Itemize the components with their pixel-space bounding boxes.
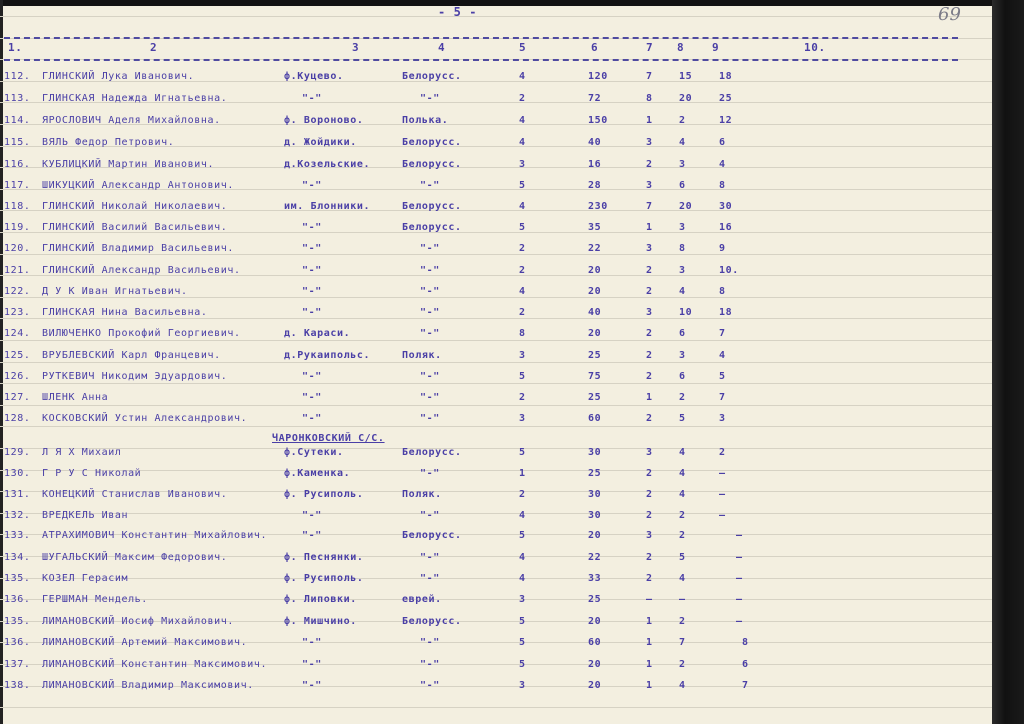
cell-c7: 1 — [646, 616, 653, 627]
cell-c5: 5 — [519, 447, 526, 458]
cell-c7: 3 — [646, 137, 653, 148]
cell-name: ШЛЕНК Анна — [42, 392, 109, 403]
cell-c9: 7 — [719, 328, 726, 339]
cell-nat: "-" — [420, 307, 440, 318]
cell-c5: 1 — [519, 468, 526, 479]
cell-num: 115. — [4, 137, 31, 148]
cell-c5: 2 — [519, 265, 526, 276]
cell-c7: 2 — [646, 286, 653, 297]
cell-c8: 15 — [679, 71, 693, 82]
cell-place: ф. Песнянки. — [284, 552, 364, 563]
cell-c5: 2 — [519, 392, 526, 403]
cell-num: 130. — [4, 468, 31, 479]
cell-nat: "-" — [420, 265, 440, 276]
ruling-line — [0, 426, 992, 427]
cell-c5: 5 — [519, 659, 526, 670]
cell-name: ЛИМАНОВСКИЙ Иосиф Михайлович. — [42, 616, 234, 627]
cell-name: ЛИМАНОВСКИЙ Владимир Максимович. — [42, 680, 254, 691]
cell-c10: 8 — [742, 637, 749, 648]
page-number: - 5 - — [438, 5, 478, 19]
cell-c6: 150 — [588, 115, 608, 126]
column-header-10: 10. — [804, 41, 826, 54]
cell-place: ф. Мишчино. — [284, 616, 357, 627]
cell-c9: 18 — [719, 307, 733, 318]
cell-c5: 2 — [519, 489, 526, 500]
header-bottom-rule — [4, 59, 958, 61]
cell-num: 124. — [4, 328, 31, 339]
column-header-5: 5 — [519, 41, 527, 54]
cell-name: ВРУБЛЕВСКИЙ Карл Францевич. — [42, 350, 221, 361]
cell-num: 114. — [4, 115, 31, 126]
cell-name: ШУГАЛЬСКИЙ Максим Федорович. — [42, 552, 228, 563]
cell-nat: "-" — [420, 659, 440, 670]
cell-c5: 3 — [519, 350, 526, 361]
ruling-line — [0, 578, 992, 579]
cell-c6: 33 — [588, 573, 602, 584]
cell-nat: "-" — [420, 573, 440, 584]
cell-num: 120. — [4, 243, 31, 254]
cell-c8: 2 — [679, 115, 686, 126]
cell-name: КОСКОВСКИЙ Устин Александрович. — [42, 413, 248, 424]
cell-name: ГЛИНСКАЯ Нина Васильевна. — [42, 307, 208, 318]
cell-c5: 2 — [519, 93, 526, 104]
cell-name: ГЛИНСКИЙ Александр Васильевич. — [42, 265, 241, 276]
cell-num: 122. — [4, 286, 31, 297]
cell-nat: "-" — [420, 468, 440, 479]
cell-name: КОНЕЦКИЙ Станислав Иванович. — [42, 489, 228, 500]
cell-c10: – — [736, 616, 743, 627]
column-header-2: 2 — [150, 41, 158, 54]
cell-c6: 20 — [588, 265, 602, 276]
cell-nat: "-" — [420, 552, 440, 563]
ruling-line — [0, 599, 992, 600]
cell-c9: 10. — [719, 265, 739, 276]
cell-c10: – — [736, 573, 743, 584]
cell-place: "-" — [302, 659, 322, 670]
ruling-line — [0, 362, 992, 363]
cell-num: 118. — [4, 201, 31, 212]
cell-c8: 3 — [679, 159, 686, 170]
cell-c8: 4 — [679, 286, 686, 297]
cell-num: 112. — [4, 71, 31, 82]
cell-c8: 4 — [679, 468, 686, 479]
cell-c8: 6 — [679, 328, 686, 339]
section-heading: ЧАРОНКОВСКИЙ С/С. — [272, 433, 385, 444]
cell-num: 113. — [4, 93, 31, 104]
cell-nat: "-" — [420, 93, 440, 104]
cell-place: ф. Вороново. — [284, 115, 364, 126]
cell-place: д. Жойдики. — [284, 137, 357, 148]
cell-c5: 3 — [519, 680, 526, 691]
cell-nat: еврей. — [402, 594, 442, 605]
cell-c7: 2 — [646, 413, 653, 424]
cell-nat: Белорусс. — [402, 201, 462, 212]
cell-c7: – — [646, 594, 653, 605]
cell-nat: "-" — [420, 180, 440, 191]
cell-num: 127. — [4, 392, 31, 403]
cell-c6: 20 — [588, 328, 602, 339]
cell-c5: 4 — [519, 286, 526, 297]
cell-c6: 20 — [588, 680, 602, 691]
cell-nat: "-" — [420, 510, 440, 521]
cell-c5: 5 — [519, 222, 526, 233]
cell-name: Д У К Иван Игнатьевич. — [42, 286, 188, 297]
cell-c7: 1 — [646, 392, 653, 403]
cell-c8: 8 — [679, 243, 686, 254]
column-header-6: 6 — [591, 41, 599, 54]
cell-num: 128. — [4, 413, 31, 424]
cell-c9: 5 — [719, 371, 726, 382]
cell-place: "-" — [302, 371, 322, 382]
cell-c6: 72 — [588, 93, 602, 104]
cell-place: ф.Куцево. — [284, 71, 344, 82]
cell-nat: Белорусс. — [402, 137, 462, 148]
cell-name: ГЛИНСКИЙ Василий Васильевич. — [42, 222, 228, 233]
cell-c9: 2 — [719, 447, 726, 458]
cell-c7: 3 — [646, 307, 653, 318]
cell-c7: 2 — [646, 489, 653, 500]
column-header-9: 9 — [712, 41, 720, 54]
cell-c10: – — [736, 552, 743, 563]
cell-c8: 2 — [679, 392, 686, 403]
cell-name: Л Я Х Михаил — [42, 447, 122, 458]
cell-name: ШИКУЦКИЙ Александр Антонович. — [42, 180, 234, 191]
cell-c5: 4 — [519, 201, 526, 212]
cell-c8: 4 — [679, 573, 686, 584]
cell-c7: 2 — [646, 468, 653, 479]
ruling-line — [0, 16, 992, 17]
cell-num: 116. — [4, 159, 31, 170]
cell-c7: 7 — [646, 71, 653, 82]
cell-c7: 7 — [646, 201, 653, 212]
cell-num: 138. — [4, 680, 31, 691]
cell-c6: 35 — [588, 222, 602, 233]
cell-c5: 5 — [519, 371, 526, 382]
cell-c5: 5 — [519, 616, 526, 627]
cell-c8: 4 — [679, 137, 686, 148]
cell-c6: 120 — [588, 71, 608, 82]
cell-c8: 3 — [679, 265, 686, 276]
cell-num: 136. — [4, 637, 31, 648]
column-header-3: 3 — [352, 41, 360, 54]
cell-nat: Полька. — [402, 115, 449, 126]
cell-c5: 4 — [519, 552, 526, 563]
cell-c7: 3 — [646, 180, 653, 191]
cell-name: ВЯЛЬ Федор Петрович. — [42, 137, 175, 148]
cell-num: 132. — [4, 510, 31, 521]
cell-c8: 10 — [679, 307, 693, 318]
cell-c9: 8 — [719, 286, 726, 297]
cell-nat: Белорусс. — [402, 159, 462, 170]
cell-name: ЛИМАНОВСКИЙ Артемий Максимович. — [42, 637, 248, 648]
cell-nat: "-" — [420, 413, 440, 424]
cell-place: "-" — [302, 243, 322, 254]
cell-place: д.Козельские. — [284, 159, 371, 170]
cell-nat: "-" — [420, 286, 440, 297]
cell-num: 136. — [4, 594, 31, 605]
cell-place: "-" — [302, 637, 322, 648]
cell-nat: Поляк. — [402, 350, 442, 361]
cell-c5: 4 — [519, 510, 526, 521]
cell-c7: 1 — [646, 115, 653, 126]
cell-c5: 5 — [519, 180, 526, 191]
cell-c9: 12 — [719, 115, 733, 126]
cell-c8: 4 — [679, 447, 686, 458]
cell-c6: 20 — [588, 530, 602, 541]
cell-c6: 28 — [588, 180, 602, 191]
cell-c5: 2 — [519, 243, 526, 254]
cell-name: ЛИМАНОВСКИЙ Константин Максимович. — [42, 659, 268, 670]
cell-num: 126. — [4, 371, 31, 382]
cell-c9: 9 — [719, 243, 726, 254]
ruling-line — [0, 707, 992, 708]
cell-c5: 2 — [519, 307, 526, 318]
cell-name: ГЛИНСКАЯ Надежда Игнатьевна. — [42, 93, 228, 104]
cell-c7: 1 — [646, 637, 653, 648]
cell-c5: 5 — [519, 530, 526, 541]
cell-c10: – — [736, 594, 743, 605]
ruling-line — [0, 513, 992, 514]
cell-place: д.Рукаипольс. — [284, 350, 371, 361]
cell-c6: 30 — [588, 510, 602, 521]
cell-c6: 40 — [588, 137, 602, 148]
cell-c8: 20 — [679, 93, 693, 104]
cell-c10: 6 — [742, 659, 749, 670]
cell-place: "-" — [302, 510, 322, 521]
cell-c6: 25 — [588, 350, 602, 361]
book-binding-edge — [992, 0, 1024, 724]
cell-nat: "-" — [420, 328, 440, 339]
cell-nat: "-" — [420, 637, 440, 648]
cell-c6: 30 — [588, 489, 602, 500]
ruling-line — [0, 470, 992, 471]
cell-name: КОЗЕЛ Герасим — [42, 573, 129, 584]
cell-nat: Поляк. — [402, 489, 442, 500]
cell-place: "-" — [302, 286, 322, 297]
cell-c7: 1 — [646, 680, 653, 691]
cell-c6: 22 — [588, 552, 602, 563]
cell-c8: – — [679, 594, 686, 605]
cell-c8: 4 — [679, 680, 686, 691]
cell-c9: 6 — [719, 137, 726, 148]
cell-nat: "-" — [420, 680, 440, 691]
cell-place: им. Блонники. — [284, 201, 371, 212]
cell-c6: 20 — [588, 286, 602, 297]
cell-nat: Белорусс. — [402, 71, 462, 82]
cell-c7: 8 — [646, 93, 653, 104]
cell-c8: 2 — [679, 530, 686, 541]
cell-place: "-" — [302, 680, 322, 691]
ruling-line — [0, 448, 992, 449]
cell-place: "-" — [302, 307, 322, 318]
cell-c9: 7 — [719, 392, 726, 403]
cell-nat: Белорусс. — [402, 222, 462, 233]
pencil-page-number: 69 — [938, 4, 961, 25]
cell-c6: 60 — [588, 413, 602, 424]
cell-num: 121. — [4, 265, 31, 276]
cell-c5: 4 — [519, 573, 526, 584]
cell-c7: 2 — [646, 265, 653, 276]
cell-c9: 4 — [719, 350, 726, 361]
cell-c6: 60 — [588, 637, 602, 648]
cell-c8: 20 — [679, 201, 693, 212]
cell-name: ЯРОСЛОВИЧ Аделя Михайловна. — [42, 115, 221, 126]
cell-name: КУБЛИЦКИЙ Мартин Иванович. — [42, 159, 215, 170]
column-header-8: 8 — [677, 41, 685, 54]
cell-c5: 3 — [519, 413, 526, 424]
cell-c7: 3 — [646, 243, 653, 254]
cell-nat: Белорусс. — [402, 530, 462, 541]
cell-c9: – — [719, 468, 726, 479]
cell-place: "-" — [302, 392, 322, 403]
cell-c9: – — [719, 489, 726, 500]
cell-place: д. Караси. — [284, 328, 351, 339]
cell-c6: 25 — [588, 392, 602, 403]
cell-c5: 5 — [519, 637, 526, 648]
cell-c5: 8 — [519, 328, 526, 339]
cell-c6: 20 — [588, 616, 602, 627]
ruling-line — [0, 405, 992, 406]
cell-c8: 4 — [679, 489, 686, 500]
ruling-line — [0, 383, 992, 384]
cell-num: 137. — [4, 659, 31, 670]
cell-c5: 3 — [519, 594, 526, 605]
cell-place: "-" — [302, 413, 322, 424]
column-header-4: 4 — [438, 41, 446, 54]
cell-c5: 4 — [519, 115, 526, 126]
cell-place: "-" — [302, 265, 322, 276]
cell-c10: 7 — [742, 680, 749, 691]
cell-c7: 2 — [646, 159, 653, 170]
cell-c6: 30 — [588, 447, 602, 458]
cell-nat: "-" — [420, 392, 440, 403]
cell-c9: 25 — [719, 93, 733, 104]
cell-place: ф. Русиполь. — [284, 573, 364, 584]
cell-c8: 2 — [679, 510, 686, 521]
cell-num: 119. — [4, 222, 31, 233]
top-edge-shadow — [0, 0, 992, 6]
cell-c9: 8 — [719, 180, 726, 191]
cell-name: ГЛИНСКИЙ Владимир Васильевич. — [42, 243, 234, 254]
cell-name: АТРАХИМОВИЧ Константин Михайлович. — [42, 530, 268, 541]
cell-c7: 1 — [646, 659, 653, 670]
cell-place: ф.Каменка. — [284, 468, 351, 479]
cell-num: 125. — [4, 350, 31, 361]
cell-place: "-" — [302, 530, 322, 541]
cell-c8: 6 — [679, 180, 686, 191]
cell-num: 134. — [4, 552, 31, 563]
cell-c9: 18 — [719, 71, 733, 82]
cell-c8: 3 — [679, 222, 686, 233]
cell-c7: 2 — [646, 350, 653, 361]
cell-c8: 5 — [679, 552, 686, 563]
header-top-rule — [4, 37, 958, 39]
cell-c8: 5 — [679, 413, 686, 424]
cell-num: 135. — [4, 573, 31, 584]
cell-name: Г Р У С Николай — [42, 468, 142, 479]
cell-c9: – — [719, 510, 726, 521]
cell-c7: 2 — [646, 510, 653, 521]
cell-c7: 2 — [646, 328, 653, 339]
cell-num: 123. — [4, 307, 31, 318]
ruling-line — [0, 340, 992, 341]
cell-name: РУТКЕВИЧ Никодим Эдуардович. — [42, 371, 228, 382]
cell-c8: 3 — [679, 350, 686, 361]
cell-nat: Белорусс. — [402, 616, 462, 627]
cell-num: 131. — [4, 489, 31, 500]
cell-c7: 3 — [646, 530, 653, 541]
cell-place: "-" — [302, 93, 322, 104]
cell-c6: 75 — [588, 371, 602, 382]
cell-c7: 1 — [646, 222, 653, 233]
cell-c8: 7 — [679, 637, 686, 648]
cell-c7: 2 — [646, 552, 653, 563]
cell-c8: 2 — [679, 659, 686, 670]
cell-num: 129. — [4, 447, 31, 458]
cell-place: ф.Сутеки. — [284, 447, 344, 458]
cell-name: ВИЛЮЧЕНКО Прокофий Георгиевич. — [42, 328, 241, 339]
cell-place: "-" — [302, 222, 322, 233]
cell-c6: 16 — [588, 159, 602, 170]
cell-num: 135. — [4, 616, 31, 627]
cell-c6: 20 — [588, 659, 602, 670]
cell-c5: 4 — [519, 71, 526, 82]
cell-num: 133. — [4, 530, 31, 541]
cell-c6: 25 — [588, 468, 602, 479]
cell-c7: 2 — [646, 371, 653, 382]
cell-nat: Белорусс. — [402, 447, 462, 458]
cell-c7: 2 — [646, 573, 653, 584]
cell-place: ф. Липовки. — [284, 594, 357, 605]
cell-c8: 6 — [679, 371, 686, 382]
cell-c6: 25 — [588, 594, 602, 605]
cell-c9: 3 — [719, 413, 726, 424]
column-header-1: 1. — [8, 41, 23, 54]
cell-name: ГЛИНСКИЙ Лука Иванович. — [42, 71, 195, 82]
cell-num: 117. — [4, 180, 31, 191]
cell-place: "-" — [302, 180, 322, 191]
cell-c6: 40 — [588, 307, 602, 318]
cell-c7: 3 — [646, 447, 653, 458]
cell-c9: 30 — [719, 201, 733, 212]
cell-c5: 3 — [519, 159, 526, 170]
cell-c6: 22 — [588, 243, 602, 254]
cell-place: ф. Русиполь. — [284, 489, 364, 500]
cell-c6: 230 — [588, 201, 608, 212]
cell-name: ГЕРШМАН Мендель. — [42, 594, 148, 605]
cell-name: ГЛИНСКИЙ Николай Николаевич. — [42, 201, 228, 212]
cell-nat: "-" — [420, 243, 440, 254]
cell-c10: – — [736, 530, 743, 541]
cell-name: ВРЕДКЕЛЬ Иван — [42, 510, 129, 521]
cell-c9: 16 — [719, 222, 733, 233]
cell-c8: 2 — [679, 616, 686, 627]
cell-c9: 4 — [719, 159, 726, 170]
cell-nat: "-" — [420, 371, 440, 382]
column-header-7: 7 — [646, 41, 654, 54]
cell-c5: 4 — [519, 137, 526, 148]
